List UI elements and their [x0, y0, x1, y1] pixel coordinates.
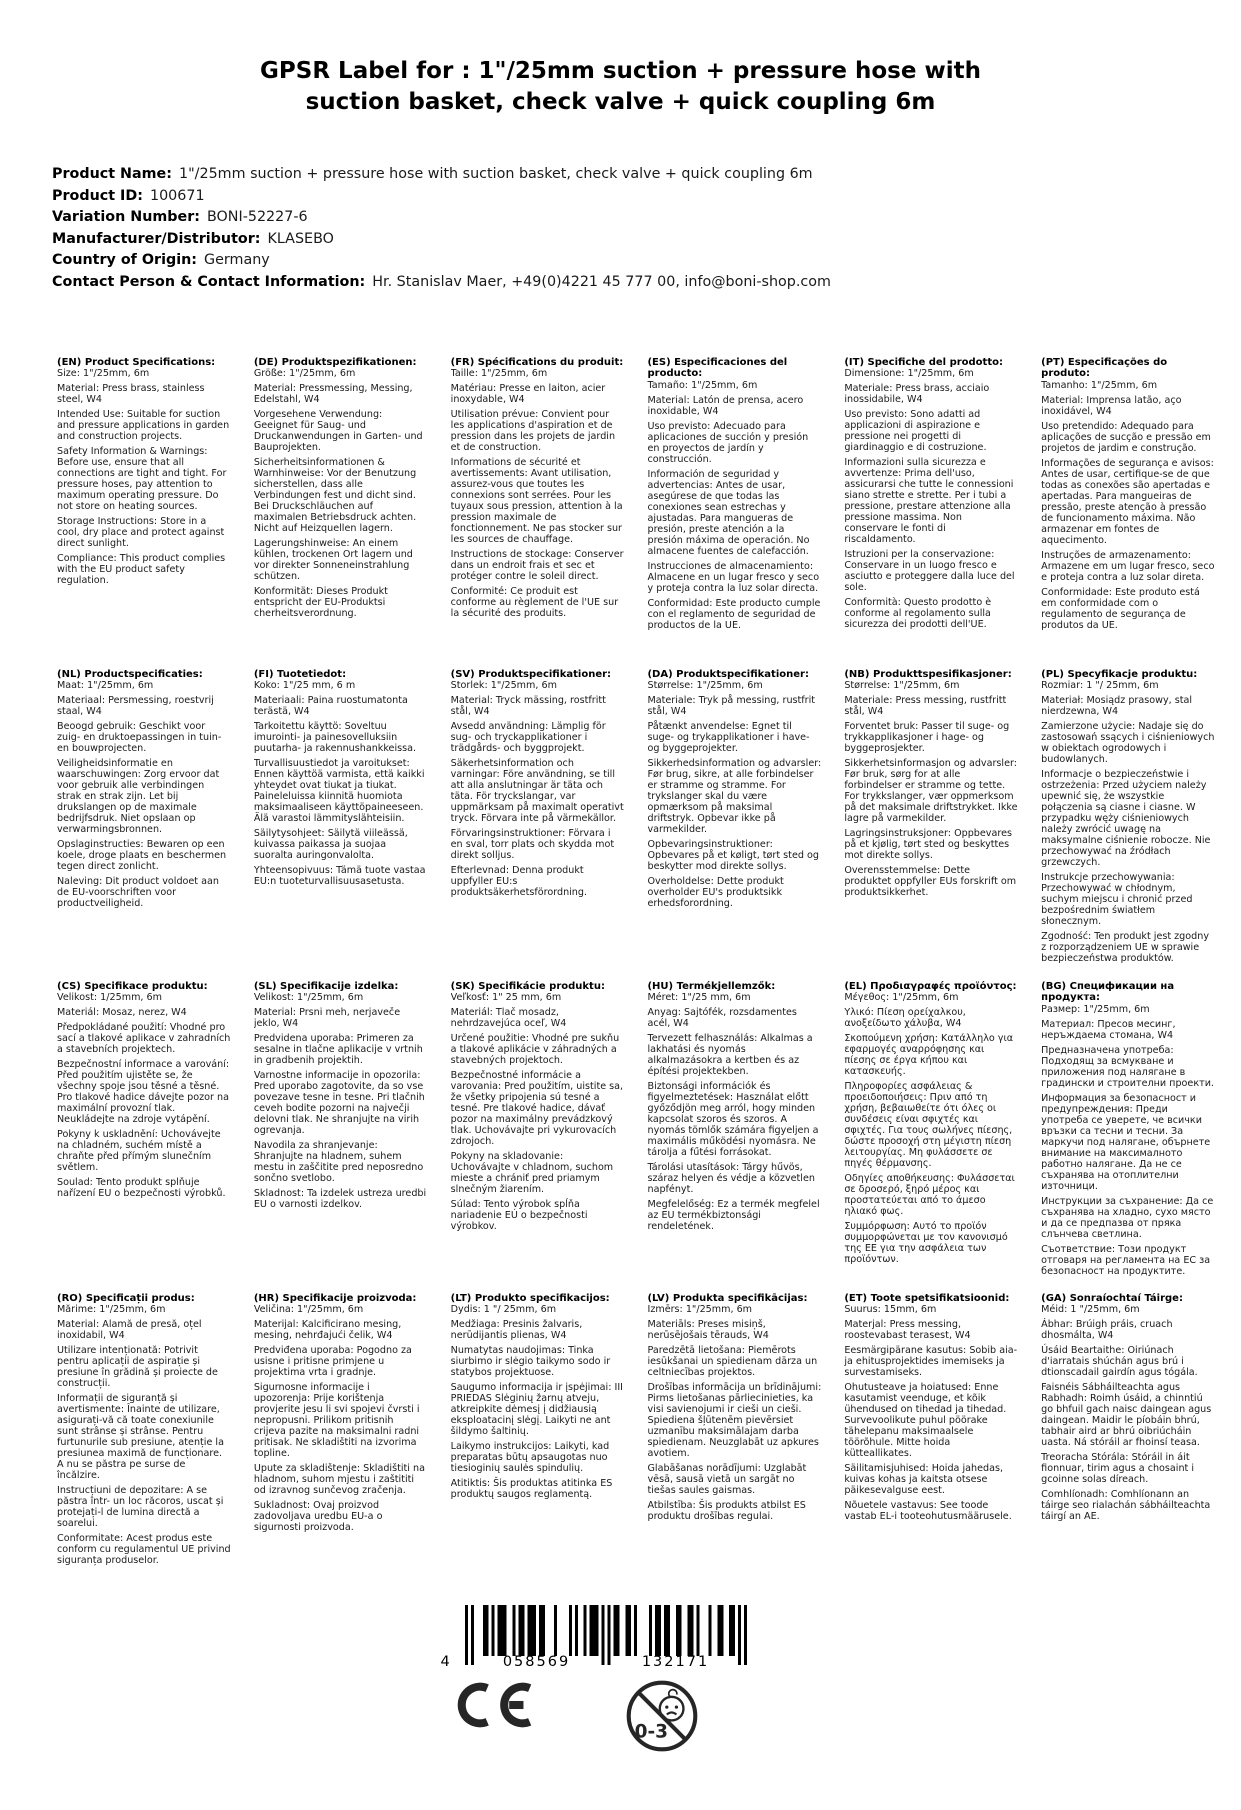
spec-paragraph: Υλικό: Πίεση ορείχαλκου, ανοξείδωτο χάλυβα, W4 — [844, 1007, 966, 1030]
spec-block-header: (LT) Produkto specifikacijos: — [450, 1293, 610, 1304]
spec-paragraph: Säilitamisjuhised: Hoida jahedas, kuivas kohas ja kaitsta otsese päikesevalguse eest. — [844, 1463, 1004, 1497]
spec-paragraph: Overensstemmelse: Dette produktet oppfyller EUs forskrift om produktsikkerhet. — [844, 865, 1017, 899]
spec-paragraph: Lagringsinstruksjoner: Oppbevares på et kjølig, tørt sted og beskyttes mot direkte sollys. — [844, 828, 1012, 862]
spec-block-header: (NL) Productspecificaties: — [57, 669, 203, 680]
product-info-label: Variation Number: — [52, 209, 200, 225]
spec-block-header: (ES) Especificaciones del producto: — [647, 357, 788, 380]
spec-paragraph: Velikost: 1/25mm, 6m — [57, 992, 162, 1004]
spec-paragraph: Materjal: Press messing, roostevabast terasest, W4 — [844, 1319, 971, 1342]
spec-paragraph: Maat: 1"/25mm, 6m — [57, 680, 154, 692]
spec-row — [57, 1293, 1215, 1605]
spec-paragraph: Avsedd användning: Lämplig för sug- och tryckapplikationer i trädgårds- och byggprojekt. — [450, 721, 606, 755]
spec-paragraph: Méid: 1 "/25mm, 6m — [1041, 1304, 1140, 1316]
spec-paragraph: Sikkerhetsinformasjon og advarsler: Før bruk, sørg for at alle forbindelser er stramme og tette. For trykkslanger, vær oppmerksom på det maksimale driftstrykket. Ikke lagre på varmekilder. — [844, 758, 1018, 825]
language-spec-block — [254, 1293, 428, 1537]
spec-paragraph: Opbevaringsinstruktioner: Opbevares på et køligt, tørt sted og beskytter mod direkte sollys. — [647, 839, 819, 873]
product-info-row — [52, 164, 1201, 186]
spec-paragraph: Soulad: Tento produkt splňuje nařízení EU o bezpečnosti výrobků. — [57, 1177, 226, 1200]
spec-block-header: (PT) Especificações do produto: — [1041, 357, 1168, 380]
spec-paragraph: Material: Latón de prensa, acero inoxidable, W4 — [647, 394, 804, 417]
spec-block-header: (SL) Specifikacije izdelka: — [253, 981, 399, 992]
product-info-value: 1"/25mm suction + pressure hose with suction basket, check valve + quick coupling 6m — [178, 166, 813, 182]
spec-paragraph: Conformidad: Este producto cumple con el reglamento de seguridad de productos de la UE. — [647, 597, 821, 631]
spec-block-header: (CS) Specifikace produktu: — [57, 981, 208, 992]
spec-paragraph: Taille: 1"/25mm, 6m — [450, 368, 548, 380]
spec-paragraph: Instrukcje przechowywania: Przechowywać w chłodnym, suchym miejscu i chronić przed bezpośrednim światłem słonecznym. — [1041, 872, 1193, 928]
spec-paragraph: Instrucțiuni de depozitare: A se păstra într- un loc răcoros, uscat și protejați-l de lumina directă a soarelui. — [57, 1485, 224, 1530]
spec-paragraph: Utilizare intenționată: Potrivit pentru aplicații de aspirație și presiune în grădină și proiecte de construcții. — [57, 1345, 218, 1390]
barcode-lead-digit: 4 — [440, 1654, 450, 1670]
spec-paragraph: Dimensione: 1"/25mm, 6m — [844, 368, 974, 380]
spec-paragraph: Материал: Пресов месинг, неръждаема стомана, W4 — [1041, 1018, 1176, 1041]
language-spec-block — [451, 981, 625, 1236]
product-info-row — [52, 272, 1201, 294]
age-warning-text: 0-3 — [634, 1721, 668, 1743]
spec-block-header: (EN) Product Specifications: — [57, 357, 216, 368]
spec-paragraph: Storage Instructions: Store in a cool, dry place and protect against direct sunlight. — [57, 516, 225, 550]
product-info-value: Germany — [204, 252, 270, 268]
spec-paragraph: Инструкции за съхранение: Да се съхранява на хладно, сухо място и да се предпазва от пряка слънчева светлина. — [1041, 1195, 1214, 1240]
barcode-digit-group-1: 058569 — [502, 1654, 571, 1670]
language-spec-block — [844, 1293, 1018, 1526]
language-spec-block — [57, 1293, 231, 1570]
language-spec-block — [647, 1293, 821, 1526]
spec-paragraph: Treoracha Stórála: Stóráil in áit fionnuar, tirim agus a chosaint i gcoinne solas díreach. — [1041, 1452, 1195, 1486]
spec-paragraph: Съответствие: Този продукт отговаря на регламента на ЕС за безопасност на продуктите. — [1041, 1243, 1211, 1277]
spec-block-header: (RO) Specificații produs: — [57, 1293, 195, 1304]
spec-paragraph: Súlad: Tento výrobok spĺňa nariadenie EÚ o bezpečnosti výrobkov. — [450, 1199, 588, 1233]
spec-paragraph: Bezpečnostní informace a varování: Před použitím ujistěte se, že všechny spoje jsou těsné a těsné. Pro tlakové hadice dávejte pozor na maximální provozní tlak. Neukládejte na zdroje vytápění. — [57, 1059, 230, 1126]
spec-block-header: (FR) Spécifications du produit: — [450, 357, 624, 368]
spec-block-header: (IT) Specifiche del prodotto: — [844, 357, 1003, 368]
spec-paragraph: Pokyny na skladovanie: Uchovávajte v chladnom, suchom mieste a chrániť pred priamym slnečným žiarením. — [450, 1151, 614, 1196]
spec-paragraph: Naleving: Dit product voldoet aan de EU-voorschriften voor productveiligheid. — [57, 876, 219, 910]
spec-paragraph: Biztonsági információk és figyelmeztetések: Használat előtt győződjön meg arról, hogy minden kapcsolat szoros és szoros. A nyomás tömlők számára figyeljen a maximális működési nyomásra. Ne tárolja a fűtési forrásokat. — [647, 1081, 819, 1159]
spec-section — [57, 357, 1215, 1605]
spec-paragraph: Zamierzone użycie: Nadaje się do zastosowań ssących i ciśnieniowych w obiektach ogrodowych i budowlanych. — [1041, 721, 1215, 766]
spec-paragraph: Tárolási utasítások: Tárgy hűvös, száraz helyen és védje a közvetlen napfényt. — [647, 1162, 815, 1196]
spec-paragraph: Σκοπούμενη χρήση: Κατάλληλο για εφαρμογές αναρρόφησης και πίεσης σε έργα κήπου και κατασκευής. — [844, 1033, 1014, 1078]
spec-paragraph: Intended Use: Suitable for suction and pressure applications in garden and construction projects. — [57, 409, 230, 443]
spec-paragraph: Atitiktis: Šis produktas atitinka ES produktų saugos reglamentą. — [450, 1478, 613, 1501]
spec-paragraph: Tarkoitettu käyttö: Soveltuu imurointi- ja painesovelluksiin puutarha- ja rakennushankkeissa. — [253, 721, 417, 755]
spec-paragraph: Varnostne informacije in opozorila: Pred uporabo zagotovite, da so vse povezave tesne in tesne. Pri tlačnih ceveh bodite pozorni na največji delovni tlak. Ne shranjujte na virih ogrevanja. — [253, 1070, 425, 1137]
ean13-barcode — [440, 1605, 747, 1670]
spec-paragraph: Tamanho: 1"/25mm, 6m — [1041, 379, 1158, 391]
spec-paragraph: Uso pretendido: Adequado para aplicações de sucção e pressão em projetos de jardim e construção. — [1041, 420, 1211, 454]
spec-paragraph: Dydis: 1 "/ 25mm, 6m — [450, 1304, 557, 1316]
spec-paragraph: Vorgesehene Verwendung: Geeignet für Saug- und Druckanwendungen in Garten- und Bauprojekten. — [253, 409, 423, 454]
language-spec-block — [1041, 1293, 1215, 1526]
language-spec-block — [647, 669, 821, 913]
spec-paragraph: Tervezett felhasználás: Alkalmas a lakhatási és nyomás alkalmazásokra a kertben és az építési projektekben. — [647, 1033, 813, 1078]
spec-paragraph: Sukladnost: Ovaj proizvod zadovoljava uredbu EU-a o sigurnosti proizvoda. — [253, 1500, 383, 1534]
spec-row — [57, 669, 1215, 981]
spec-paragraph: Materijal: Kalcificirano mesing, mesing, nehrđajući čelik, W4 — [253, 1319, 402, 1342]
spec-paragraph: Uso previsto: Sono adatti ad applicazioni di aspirazione e pressione nei progetti di giardinaggio e di costruzione. — [844, 409, 987, 454]
language-spec-block — [1041, 981, 1215, 1281]
spec-paragraph: Οδηγίες αποθήκευσης: Φυλάσσεται σε δροσερό, ξηρό μέρος και προστατεύεται από το άμεσο ηλιακό φως. — [844, 1173, 1015, 1218]
product-info-row — [52, 250, 1201, 272]
spec-paragraph: Größe: 1"/25mm, 6m — [253, 368, 356, 380]
product-info-row — [52, 207, 1201, 229]
spec-paragraph: Tamaño: 1"/25mm, 6m — [647, 379, 758, 391]
product-info-label: Country of Origin: — [52, 252, 198, 268]
spec-paragraph: Предназначена употреба: Подходящ за всмукване и приложения под налягане в градински и строителни проекти. — [1041, 1044, 1214, 1089]
spec-paragraph: Upute za skladištenje: Skladištiti na hladnom, suhom mjestu i zaštititi od izravnog sunčevog zračenja. — [253, 1463, 425, 1497]
spec-paragraph: Opslaginstructies: Bewaren op een koele, droge plaats en beschermen tegen direct zonlicht. — [57, 839, 227, 873]
footer — [440, 1605, 791, 1753]
spec-paragraph: Forventet bruk: Passer til suge- og trykkapplikasjoner i hage- og byggeprosjekter. — [844, 721, 1010, 755]
language-spec-block — [254, 669, 428, 891]
spec-paragraph: Megfelelőség: Ez a termék megfelel az EU termékbiztonsági rendeletének. — [647, 1199, 820, 1233]
spec-paragraph: Veličina: 1"/25mm, 6m — [253, 1304, 364, 1316]
spec-paragraph: Zgodność: Ten produkt jest zgodny z rozporządzeniem UE w sprawie bezpieczeństwa produktów. — [1041, 931, 1209, 965]
spec-paragraph: Skladnost: Ta izdelek ustreza uredbi EU o varnosti izdelkov. — [253, 1188, 427, 1211]
spec-paragraph: Utilisation prévue: Convient pour les applications d'aspiration et de pression dans les projets de jardin et de construction. — [450, 409, 616, 454]
spec-paragraph: Materiale: Press brass, acciaio inossidabile, W4 — [844, 383, 990, 406]
spec-paragraph: Glabāšanas norādījumi: Uzglabāt vēsā, sausā vietā un sargāt no tiešas saules gaismas. — [647, 1463, 807, 1497]
spec-paragraph: Safety Information & Warnings: Before use, ensure that all connections are tight and tight. For pressure hoses, pay attention to maximum operating pressure. Do not store on heating sources. — [57, 446, 227, 513]
product-info — [52, 164, 1201, 293]
spec-paragraph: Förvaringsinstruktioner: Förvara i en sval, torr plats och skydda mot direkt solljus. — [450, 828, 615, 862]
spec-block-header: (HR) Specifikacije proizvoda: — [253, 1293, 417, 1304]
spec-paragraph: Materiale: Tryk på messing, rustfrit stål, W4 — [647, 695, 816, 718]
spec-paragraph: Predviđena uporaba: Pogodno za usisne i pritisne primjene u projektima vrta i gradnje. — [253, 1345, 412, 1379]
spec-paragraph: Predvidena uporaba: Primeren za sesalne in tlačne aplikacije v vrtnih in gradbenih projektih. — [253, 1033, 423, 1067]
spec-paragraph: Eesmärgipärane kasutus: Sobib aia- ja ehitusprojektides imemiseks ja survestamiseks. — [844, 1345, 1018, 1379]
spec-paragraph: Instructions de stockage: Conserver dans un endroit frais et sec et protéger contre le soleil direct. — [450, 549, 624, 583]
spec-paragraph: Suurus: 15mm, 6m — [844, 1304, 937, 1316]
spec-block-header: (DA) Produktspecifikationer: — [647, 669, 809, 680]
spec-block-header: (BG) Спецификации на продукта: — [1041, 981, 1175, 1004]
spec-block-header: (LV) Produkta specifikācijas: — [647, 1293, 808, 1304]
spec-paragraph: Size: 1"/25mm, 6m — [57, 368, 150, 380]
spec-paragraph: Overholdelse: Dette produkt overholder EU's produktsikk erhedsforordning. — [647, 876, 784, 910]
spec-paragraph: Informații de siguranță și avertismente: Înainte de utilizare, asigurați-vă că toate conexiunile sunt strânse și strânse. Pentru furtunurile sub presiune, atenție la presiunea maximă de funcționare. A nu se păstra pe surse de încălzire. — [57, 1393, 224, 1482]
language-spec-block — [647, 981, 821, 1236]
product-info-label: Product Name: — [52, 166, 172, 182]
spec-paragraph: Ábhar: Brúigh práis, cruach dhosmálta, W4 — [1041, 1319, 1173, 1342]
language-spec-block — [451, 357, 625, 623]
spec-paragraph: Koko: 1"/25 mm, 6 m — [253, 680, 356, 692]
language-spec-block — [1041, 357, 1215, 635]
product-info-label: Manufacturer/Distributor: — [52, 230, 261, 247]
spec-block-header: (ET) Toote spetsifikatsioonid: — [844, 1293, 1010, 1304]
spec-paragraph: Storlek: 1"/25mm, 6m — [450, 680, 557, 692]
spec-paragraph: Material: Pressmessing, Messing, Edelstahl, W4 — [253, 383, 413, 406]
spec-paragraph: Påtænkt anvendelse: Egnet til suge- og trykapplikationer i have- og byggeprojekter. — [647, 721, 810, 755]
spec-paragraph: Materiāls: Preses misiņš, nerūsējošais tērauds, W4 — [647, 1319, 769, 1342]
language-spec-block — [844, 981, 1018, 1269]
spec-paragraph: Uso previsto: Adecuado para aplicaciones de succión y presión en proyectos de jardín y construcción. — [647, 420, 809, 465]
spec-block-header: (GA) Sonraíochtaí Táirge: — [1041, 1293, 1183, 1304]
spec-paragraph: Material: Alamă de presă, oțel inoxidabil, W4 — [57, 1319, 202, 1342]
language-spec-block — [254, 357, 428, 623]
spec-paragraph: Rozmiar: 1 "/ 25mm, 6m — [1041, 680, 1159, 692]
spec-paragraph: Sigurnosne informacije i upozorenja: Prije korištenja provjerite jesu li svi spojevi čvrsti i nepropusni. Prilikom pritisnih crijeva pazite na maksimalni radni pritisak. Ne skladištiti na izvorima topline. — [253, 1382, 420, 1460]
spec-paragraph: Informations de sécurité et avertissements: Avant utilisation, assurez-vous que toutes les connexions sont serrées. Pour les tuyaux sous pression, attention à la pression maximale de fonctionnement. Ne pas stocker sur les sources de chauffage. — [450, 457, 623, 546]
spec-paragraph: Atbilstība: Šis produkts atbilst ES produktu drošības regulai. — [647, 1500, 806, 1523]
product-info-label: Product ID: — [52, 187, 143, 204]
spec-paragraph: Beoogd gebruik: Geschikt voor zuig- en druktoepassingen in tuin- en bouwprojecten. — [57, 721, 222, 755]
spec-paragraph: Veiligheidsinformatie en waarschuwingen: Zorg ervoor dat voor gebruik alle verbindingen strak en strak zijn. Let bij drukslangen op de maximale bedrijfsdruk. Niet opslaan op verwarmingsbronnen. — [57, 758, 220, 836]
spec-paragraph: Efterlevnad: Denna produkt uppfyller EU:s produktsäkerhetsförordning. — [450, 865, 588, 899]
spec-paragraph: Размер: 1"/25mm, 6m — [1041, 1003, 1150, 1015]
product-info-row — [52, 186, 1201, 208]
spec-paragraph: Ohutusteave ja hoiatused: Enne kasutamist veenduge, et kõik ühendused on tihedad ja tihedad. Survevoolikute puhul pöörake tähelepanu maksimaalsele töörõhule. Mitte hoida kütteallikates. — [844, 1382, 1007, 1460]
spec-paragraph: Bezpečnostné informácie a varovania: Pred použitím, uistite sa, že všetky pripojenia sú tesné a tesné. Pre tlakové hadice, dávať pozor na maximálny prevádzkový tlak. Uchovávajte pri vykurovacích zdrojoch. — [450, 1070, 624, 1148]
spec-paragraph: Materiaal: Persmessing, roestvrij staal, W4 — [57, 695, 214, 718]
spec-paragraph: Anyag: Sajtófék, rozsdamentes acél, W4 — [647, 1007, 797, 1030]
product-info-value: 100671 — [149, 187, 205, 204]
spec-block-header: (EL) Προδιαγραφές προϊόντος: — [844, 981, 1017, 992]
spec-row — [57, 981, 1215, 1293]
language-spec-block — [844, 357, 1018, 634]
product-info-value: KLASEBO — [267, 230, 334, 247]
spec-row — [57, 357, 1215, 669]
spec-block-header: (PL) Specyfikacje produktu: — [1041, 669, 1198, 680]
spec-paragraph: Velikost: 1"/25mm, 6m — [253, 992, 364, 1004]
language-spec-block — [1041, 669, 1215, 968]
spec-paragraph: Material: Prsni meh, nerjaveče jeklo, W4 — [253, 1007, 401, 1030]
ce-mark-icon — [455, 1679, 537, 1731]
spec-paragraph: Material: Tryck mässing, rostfritt stål, W4 — [450, 695, 606, 718]
spec-block-header: (HU) Termékjellemzők: — [647, 981, 776, 992]
barcode-digit-group-2: 132171 — [641, 1654, 710, 1670]
spec-paragraph: Størrelse: 1"/25mm, 6m — [647, 680, 763, 692]
spec-paragraph: Instruções de armazenamento: Armazene em um lugar fresco, seco e proteja contra a luz solar direta. — [1041, 549, 1215, 583]
spec-paragraph: Izmērs: 1"/25mm, 6m — [647, 1304, 753, 1316]
spec-paragraph: Säilytysohjeet: Säilytä viileässä, kuivassa paikassa ja suojaa suoralta auringonvalolta. — [253, 828, 408, 862]
spec-paragraph: Konformität: Dieses Produkt entspricht der EU-Produktsi cherheitsverordnung. — [253, 586, 388, 620]
spec-paragraph: Instrucciones de almacenamiento: Almacene en un lugar fresco y seco y proteja contra la luz solar directa. — [647, 560, 820, 594]
spec-paragraph: Drošības informācija un brīdinājumi: Pirms lietošanas pārliecinieties, ka visi savienojumi ir cieši un cieši. Spiediena šļūtenēm pievērsiet uzmanību maksimālajam darba spiedienam. Neuzglabāt uz apkures avotiem. — [647, 1382, 822, 1460]
spec-paragraph: Materiaali: Paina ruostumatonta terästä, W4 — [253, 695, 408, 718]
spec-paragraph: Lagerungshinweise: An einem kühlen, trockenen Ort lagern und vor direkter Sonneneinstrahlung schützen. — [253, 538, 413, 583]
language-spec-block — [57, 669, 231, 913]
spec-paragraph: Materiał: Mosiądz prasowy, stal nierdzewna, W4 — [1041, 695, 1193, 718]
spec-paragraph: Matériau: Presse en laiton, acier inoxydable, W4 — [450, 383, 606, 406]
spec-paragraph: Conformitate: Acest produs este conform cu regulamentul UE privind siguranța produselor. — [57, 1533, 231, 1567]
spec-paragraph: Material: Press brass, stainless steel, W4 — [57, 383, 205, 406]
spec-paragraph: Informacje o bezpieczeństwie i ostrzeżenia: Przed użyciem należy upewnić się, że wszystkie połączenia są ciasne i ciasne. W przypadku węży ciśnieniowych należy zwrócić uwagę na maksymalne ciśnienie robocze. Nie przechowywać na źródłach grzewczych. — [1041, 769, 1211, 869]
product-info-value: BONI-52227-6 — [206, 209, 308, 225]
language-spec-block — [57, 981, 231, 1203]
spec-paragraph: Saugumo informacija ir įspėjimai: III PRIEDAS Slėginių žarnų atveju, atkreipkite dėmesį į didžiausią eksploatacinį slėgį. Laikyti ne ant šildymo šaltinių. — [450, 1382, 623, 1438]
spec-paragraph: Istruzioni per la conservazione: Conservare in un luogo fresco e asciutto e proteggere dalla luce del sole. — [844, 549, 1015, 594]
spec-block-header: (SV) Produktspecifikationer: — [450, 669, 612, 680]
spec-paragraph: Yhteensopivuus: Tämä tuote vastaa EU:n tuoteturvallisuusasetusta. — [253, 865, 426, 888]
spec-paragraph: Navodila za shranjevanje: Shranjujte na hladnem, suhem mestu in zaščitite pred neposredno sončno svetlobo. — [253, 1140, 424, 1185]
product-info-value: Hr. Stanislav Maer, +49(0)4221 45 777 00, info@boni-shop.com — [372, 273, 831, 290]
spec-paragraph: Materiale: Press messing, rustfritt stål, W4 — [844, 695, 1007, 718]
spec-paragraph: Информация за безопасност и предупреждения: Преди употреба се уверете, че всички връзки са тесни и тесни. За маркучи под налягане, обърнете внимание на максималното работно налягане. Да не се съхранява на отоплителни източници. — [1041, 1092, 1211, 1192]
language-spec-block — [844, 669, 1018, 902]
spec-paragraph: Faisnéis Sábháilteachta agus Rabhadh: Roimh úsáid, a chinntiú go bhfuil gach naisc daingean agus daingean. Maidir le píobáin bhrú, tabhair aird ar bhrú oibriúcháin uasta. Ná stóráil ar fhoinsí teasa. — [1041, 1382, 1212, 1449]
spec-paragraph: Předpokládané použití: Vhodné pro sací a tlakové aplikace v zahradních a stavebních projektech. — [57, 1022, 231, 1056]
spec-paragraph: Størrelse: 1"/25mm, 6m — [844, 680, 960, 692]
spec-paragraph: Μέγεθος: 1"/25mm, 6m — [844, 992, 959, 1004]
spec-paragraph: Medžiaga: Presinis žalvaris, nerūdijantis plienas, W4 — [450, 1319, 583, 1342]
spec-paragraph: Información de seguridad y advertencias: Antes de usar, asegúrese de que todas las conexiones sean estrechas y ajustadas. Para mangueras de presión, preste atención a la presión máxima de operación. No almacene fuentes de calefacción. — [647, 468, 810, 557]
spec-paragraph: Laikymo instrukcijos: Laikyti, kad preparatas būtų apsaugotas nuo tiesioginių saulės spindulių. — [450, 1441, 610, 1475]
spec-paragraph: Conformità: Questo prodotto è conforme al regolamento sulla sicurezza dei prodotti dell'UE. — [844, 597, 992, 631]
spec-block-header: (FI) Tuotetiedot: — [253, 669, 347, 680]
spec-paragraph: Materiál: Tlač mosadz, nehrdzavejúca oceľ, W4 — [450, 1007, 567, 1030]
spec-paragraph: Material: Imprensa latão, aço inoxidável, W4 — [1041, 394, 1182, 417]
spec-paragraph: Sicherheitsinformationen & Warnhinweise: Vor der Benutzung sicherstellen, dass alle Verbindungen fest und dicht sind. Bei Druckschläuchen auf maximalen Betriebsdruck achten. Nicht auf Heizquellen lagern. — [253, 457, 417, 535]
spec-paragraph: Conformité: Ce produit est conforme au règlement de l'UE sur la sécurité des produits. — [450, 586, 619, 620]
product-info-label: Contact Person & Contact Information: — [52, 273, 366, 290]
page-title: GPSR Label for : 1"/25mm suction + pressure hose with suction basket, check valve + quick coupling 6m — [260, 58, 981, 115]
language-spec-block — [57, 357, 231, 590]
spec-paragraph: Pokyny k uskladnění: Uchovávejte na chladném, suchém místě a chraňte před přímým slunečním světlem. — [57, 1129, 221, 1174]
product-info-row — [52, 229, 1201, 251]
spec-paragraph: Comhlíonadh: Comhlíonann an táirge seo rialachán sábháilteachta táirgí an AE. — [1041, 1489, 1211, 1523]
spec-paragraph: Informazioni sulla sicurezza e avvertenze: Prima dell'uso, assicurarsi che tutte le connessioni siano strette e strette. Per i tubi a pressione, prestare attenzione alla pressione massima. Non conservare le fonti di riscaldamento. — [844, 457, 1014, 546]
spec-paragraph: Sikkerhedsinformation og advarsler: Før brug, sikre, at alle forbindelser er stramme og stramme. For trykslanger skal du være opmærksom på maksimal driftstryk. Opbevar ikke på varmekilder. — [647, 758, 822, 836]
language-spec-block — [254, 981, 428, 1214]
language-spec-block — [647, 357, 821, 635]
spec-paragraph: Informações de segurança e avisos: Antes de usar, certifique-se de que todas as conexões são apertadas e apertadas. Para mangueiras de pressão, preste atenção à pressão de funcionamento máxima. Não armazenar em fontes de aquecimento. — [1041, 457, 1214, 546]
spec-paragraph: Materiál: Mosaz, nerez, W4 — [57, 1007, 187, 1019]
language-spec-block — [451, 669, 625, 902]
age-warning-0-3-icon — [625, 1679, 699, 1753]
spec-paragraph: Mărime: 1"/25mm, 6m — [57, 1304, 166, 1316]
spec-paragraph: Méret: 1"/25 mm, 6m — [647, 992, 751, 1004]
spec-paragraph: Paredzētā lietošana: Piemērots iesūkšanai un spiedienam dārza un celtniecības projektos. — [647, 1345, 818, 1379]
spec-paragraph: Veľkosť: 1" 25 mm, 6m — [450, 992, 562, 1004]
spec-paragraph: Συμμόρφωση: Αυτό το προϊόν συμμορφώνεται με τον κανονισμό της ΕΕ για την ασφάλεια των προϊόντων. — [844, 1221, 1008, 1266]
spec-paragraph: Numatytas naudojimas: Tinka siurbimo ir slėgio taikymo sodo ir statybos projektuose. — [450, 1345, 611, 1379]
language-spec-block — [451, 1293, 625, 1504]
spec-paragraph: Úsáid Beartaithe: Oiriúnach d'iarratais shúchán agus brú i dtionscadail gairdín agus tógála. — [1041, 1345, 1198, 1379]
spec-block-header: (DE) Produktspezifikationen: — [253, 357, 417, 368]
spec-paragraph: Πληροφορίες ασφάλειας & προειδοποιήσεις: Πριν από τη χρήση, βεβαιωθείτε ότι όλες οι συνδέσεις είναι σφιχτές και σφιχτές. Για τους σωλήνες πίεσης, δώστε προσοχή στη μέγιστη πίεση λειτουργίας. Μη φυλάσσετε σε πηγές θέρμανσης. — [844, 1081, 1013, 1170]
spec-paragraph: Compliance: This product complies with the EU product safety regulation. — [57, 553, 226, 587]
spec-paragraph: Nõuetele vastavus: See toode vastab EL-i tooteohutusmäärusele. — [844, 1500, 1012, 1523]
spec-paragraph: Conformidade: Este produto está em conformidade com o regulamento de segurança de produtos da UE. — [1041, 586, 1200, 631]
spec-paragraph: Určené použitie: Vhodné pre sukňu a tlakové aplikácie v záhradných a stavebných projektoch. — [450, 1033, 620, 1067]
spec-paragraph: Säkerhetsinformation och varningar: Före användning, se till att alla anslutningar är täta och täta. För tryckslangar, var uppmärksam på maximalt operativt tryck. Förvara inte på värmekällor. — [450, 758, 624, 825]
spec-block-header: (SK) Špecifikácie produktu: — [450, 981, 605, 992]
spec-paragraph: Turvallisuustiedot ja varoitukset: Ennen käyttöä varmista, että kaikki yhteydet ovat tiukat ja tiukat. Paineleluissa kiinnitä huomiota maksimaaliseen käyttöpaineeseen. Älä varastoi lämmityslähteisiin. — [253, 758, 425, 825]
spec-block-header: (NB) Produkttspesifikasjoner: — [844, 669, 1012, 680]
